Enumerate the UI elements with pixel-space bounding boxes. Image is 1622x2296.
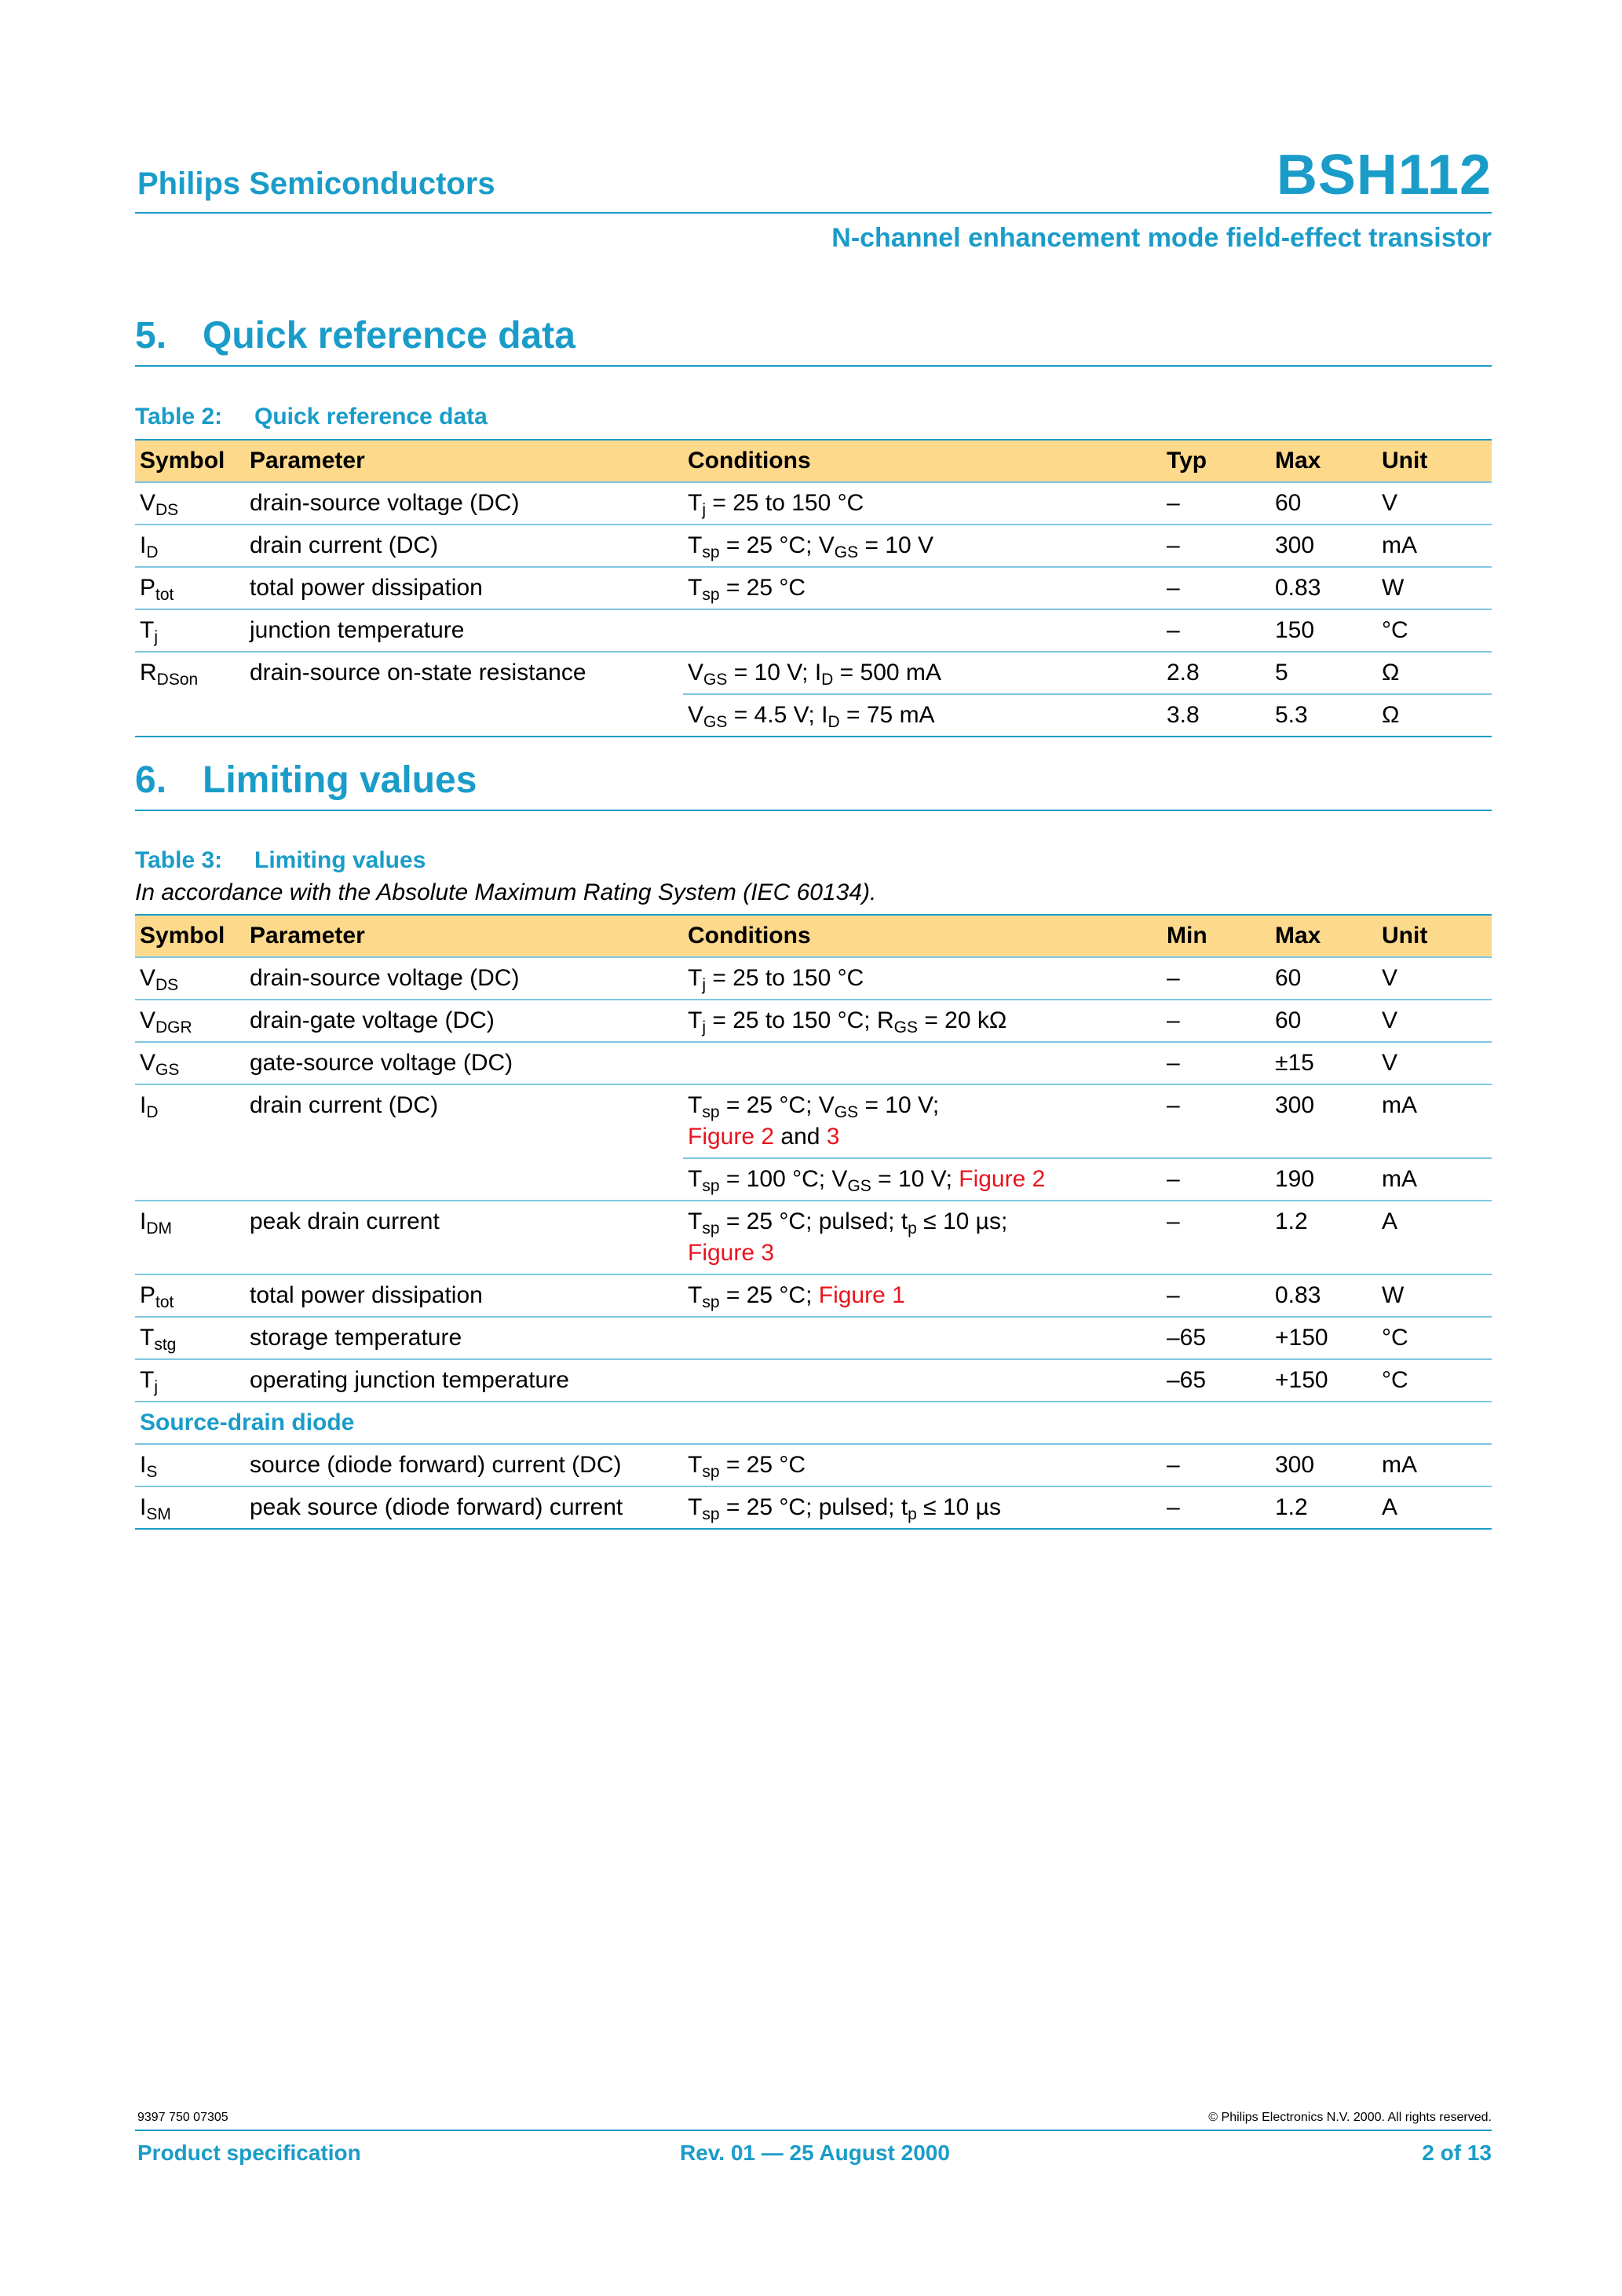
table-2-body (135, 482, 1492, 737)
table-header-row (135, 915, 1492, 957)
section-6-rule (135, 810, 1492, 811)
symbol-subscript: DSon (156, 671, 199, 689)
value-typ: – (1162, 567, 1270, 609)
table-row (135, 1084, 1492, 1158)
symbol-cell (135, 567, 245, 609)
symbol-main: T (140, 1325, 155, 1351)
value-max: 1.2 (1270, 1486, 1377, 1529)
condition-subscript: GS (703, 671, 728, 689)
symbol-cell (135, 1158, 245, 1201)
table-row (135, 525, 1492, 567)
symbol-subscript: D (146, 1103, 159, 1121)
condition-text: = 25 °C; (719, 1282, 819, 1308)
document-subtitle: N-channel enhancement mode field-effect transistor (831, 223, 1492, 253)
symbol-subscript: j (154, 1378, 158, 1396)
symbol-cell (135, 1486, 245, 1529)
table-3-title: Limiting values (254, 847, 426, 873)
condition-subscript: GS (834, 543, 859, 561)
symbol-main: P (140, 575, 156, 601)
symbol-cell (135, 1359, 245, 1402)
unit-cell: A (1377, 1201, 1492, 1274)
symbol-main: V (140, 1050, 156, 1076)
table-3-caption (135, 847, 426, 874)
symbol-subscript: S (146, 1463, 158, 1481)
table-row (135, 1201, 1492, 1274)
condition-text: T (688, 1282, 703, 1308)
brand-name: Philips Semiconductors (137, 166, 495, 201)
conditions-cell (683, 567, 1162, 609)
parameter-cell: peak drain current (245, 1201, 683, 1274)
parameter-cell: gate-source voltage (DC) (245, 1042, 683, 1084)
conditions-cell (683, 1444, 1162, 1486)
col-unit: Unit (1377, 440, 1492, 482)
symbol-cell (135, 1084, 245, 1158)
value-max: 5.3 (1270, 694, 1377, 737)
col-symbol: Symbol (135, 440, 245, 482)
table-3-limiting-values (135, 914, 1492, 1530)
table-2-quick-reference (135, 439, 1492, 737)
condition-subscript: sp (702, 1463, 720, 1481)
value-min: –65 (1162, 1359, 1270, 1402)
table-row (135, 609, 1492, 652)
table-row (135, 482, 1492, 525)
value-max: 60 (1270, 482, 1377, 525)
condition-text: = 10 V (858, 532, 934, 558)
unit-cell: W (1377, 567, 1492, 609)
value-max: 150 (1270, 609, 1377, 652)
condition-subscript: D (821, 671, 834, 689)
symbol-cell (135, 482, 245, 525)
symbol-main: V (140, 490, 156, 516)
table-header-row (135, 440, 1492, 482)
parameter-cell: total power dissipation (245, 567, 683, 609)
symbol-main: I (140, 532, 147, 558)
condition-text: = 10 V; (858, 1092, 940, 1118)
col-conditions: Conditions (683, 915, 1162, 957)
condition-subscript: sp (702, 1505, 720, 1523)
condition-text: and (774, 1124, 827, 1150)
condition-text: T (688, 1208, 703, 1234)
condition-subscript: j (702, 1018, 706, 1036)
condition-text: = 25 °C; V (719, 532, 835, 558)
figure-link[interactable]: Figure 2 (688, 1124, 775, 1150)
value-typ: – (1162, 525, 1270, 567)
parameter-cell: drain current (DC) (245, 525, 683, 567)
table-row (135, 1444, 1492, 1486)
condition-text: T (688, 490, 703, 516)
table-row (135, 957, 1492, 1000)
parameter-cell: drain-source voltage (DC) (245, 482, 683, 525)
table-row (135, 1042, 1492, 1084)
value-min: – (1162, 1201, 1270, 1274)
value-min: – (1162, 1084, 1270, 1158)
parameter-cell: junction temperature (245, 609, 683, 652)
value-min: –65 (1162, 1317, 1270, 1359)
revision-date: Rev. 01 — 25 August 2000 (680, 2141, 950, 2165)
symbol-subscript: tot (155, 586, 174, 604)
condition-text: T (688, 1092, 703, 1118)
symbol-cell (135, 1317, 245, 1359)
condition-text: V (688, 702, 704, 728)
figure-link[interactable]: Figure 1 (818, 1282, 905, 1308)
conditions-cell (683, 1274, 1162, 1317)
condition-text: = 100 °C; V (719, 1166, 848, 1192)
unit-cell: mA (1377, 1444, 1492, 1486)
symbol-cell (135, 1201, 245, 1274)
condition-text: T (688, 1007, 703, 1033)
unit-cell: °C (1377, 609, 1492, 652)
condition-text: = 4.5 V; I (727, 702, 828, 728)
value-min: – (1162, 1158, 1270, 1201)
value-max: 0.83 (1270, 1274, 1377, 1317)
condition-text: T (688, 1494, 703, 1520)
col-conditions: Conditions (683, 440, 1162, 482)
conditions-cell (683, 957, 1162, 1000)
parameter-cell (245, 694, 683, 737)
symbol-cell (135, 609, 245, 652)
symbol-subscript: j (154, 628, 158, 646)
symbol-main: I (140, 1452, 147, 1478)
symbol-cell (135, 1000, 245, 1042)
conditions-cell (683, 1486, 1162, 1529)
symbol-cell (135, 694, 245, 737)
conditions-cell (683, 482, 1162, 525)
symbol-main: R (140, 660, 157, 686)
symbol-main: T (140, 1367, 155, 1393)
parameter-cell: total power dissipation (245, 1274, 683, 1317)
parameter-cell: drain current (DC) (245, 1084, 683, 1158)
conditions-cell (683, 652, 1162, 694)
condition-subscript: sp (702, 1103, 720, 1121)
section-6-number: 6. (135, 759, 167, 801)
condition-subscript: sp (702, 586, 720, 604)
value-typ: – (1162, 482, 1270, 525)
table-row (135, 694, 1492, 737)
document-type: Product specification (137, 2141, 361, 2165)
condition-subscript: D (827, 713, 840, 731)
parameter-cell: operating junction temperature (245, 1359, 683, 1402)
value-max: 300 (1270, 1084, 1377, 1158)
symbol-subscript: DS (155, 976, 179, 994)
value-max: +150 (1270, 1359, 1377, 1402)
conditions-cell (683, 1000, 1162, 1042)
value-min: – (1162, 1486, 1270, 1529)
symbol-main: I (140, 1494, 147, 1520)
table-section-row (135, 1402, 1492, 1444)
value-min: – (1162, 957, 1270, 1000)
unit-cell: Ω (1377, 652, 1492, 694)
symbol-cell (135, 1444, 245, 1486)
condition-text: = 25 to 150 °C; R (706, 1007, 894, 1033)
symbol-cell (135, 652, 245, 694)
condition-text: ≤ 10 µs (916, 1494, 1001, 1520)
col-min: Min (1162, 915, 1270, 957)
value-max: 300 (1270, 1444, 1377, 1486)
condition-text: T (688, 532, 703, 558)
unit-cell: °C (1377, 1317, 1492, 1359)
value-max: 300 (1270, 525, 1377, 567)
unit-cell: Ω (1377, 694, 1492, 737)
condition-text: V (688, 660, 704, 686)
condition-text: = 25 °C; V (719, 1092, 835, 1118)
condition-text: T (688, 1166, 703, 1192)
value-max: 190 (1270, 1158, 1377, 1201)
condition-text: = 75 mA (839, 702, 935, 728)
condition-text: = 25 °C (719, 575, 806, 601)
symbol-cell (135, 1274, 245, 1317)
parameter-cell: drain-gate voltage (DC) (245, 1000, 683, 1042)
value-max: +150 (1270, 1317, 1377, 1359)
section-label: Source-drain diode (135, 1402, 1492, 1444)
value-max: ±15 (1270, 1042, 1377, 1084)
condition-text: T (688, 575, 703, 601)
symbol-subscript: DS (155, 501, 179, 519)
table-2-title: Quick reference data (254, 404, 488, 430)
condition-subscript: p (908, 1505, 917, 1523)
section-5-number: 5. (135, 315, 167, 356)
table-2-label: Table 2: (135, 404, 223, 430)
unit-cell: V (1377, 1042, 1492, 1084)
table-3-note: In accordance with the Absolute Maximum Rating System (IEC 60134). (135, 879, 877, 905)
symbol-subscript: DGR (155, 1018, 192, 1036)
condition-subscript: j (702, 976, 706, 994)
value-max: 0.83 (1270, 567, 1377, 609)
footer-rule (135, 2130, 1492, 2131)
condition-text: = 25 to 150 °C (706, 965, 864, 991)
col-symbol: Symbol (135, 915, 245, 957)
symbol-subscript: SM (146, 1505, 171, 1523)
condition-text: T (688, 1452, 703, 1478)
table-row (135, 1158, 1492, 1201)
condition-text: = 25 °C; pulsed; t (719, 1494, 908, 1520)
symbol-cell (135, 525, 245, 567)
table-row (135, 1486, 1492, 1529)
unit-cell: °C (1377, 1359, 1492, 1402)
unit-cell: V (1377, 1000, 1492, 1042)
figure-link[interactable]: Figure 3 (688, 1240, 775, 1266)
condition-text: = 20 kΩ (917, 1007, 1007, 1033)
parameter-cell: source (diode forward) current (DC) (245, 1444, 683, 1486)
conditions-cell (683, 1042, 1162, 1084)
table-row (135, 1317, 1492, 1359)
unit-cell: mA (1377, 525, 1492, 567)
value-typ: 3.8 (1162, 694, 1270, 737)
symbol-subscript: tot (155, 1293, 174, 1311)
col-unit: Unit (1377, 915, 1492, 957)
value-min: – (1162, 1444, 1270, 1486)
conditions-cell (683, 1158, 1162, 1201)
symbol-main: T (140, 617, 155, 643)
copyright-notice: © Philips Electronics N.V. 2000. All rights reserved. (1208, 2111, 1492, 2124)
conditions-cell (683, 609, 1162, 652)
condition-subscript: GS (847, 1177, 871, 1195)
part-number: BSH112 (1276, 144, 1492, 207)
unit-cell: W (1377, 1274, 1492, 1317)
col-max: Max (1270, 440, 1377, 482)
condition-subscript: sp (702, 1219, 720, 1238)
condition-subscript: sp (702, 1177, 720, 1195)
table-row (135, 1000, 1492, 1042)
value-typ: – (1162, 609, 1270, 652)
parameter-cell (245, 1158, 683, 1201)
section-5-title: Quick reference data (203, 315, 575, 356)
col-parameter: Parameter (245, 440, 683, 482)
symbol-main: P (140, 1282, 156, 1308)
symbol-main: I (140, 1092, 147, 1118)
unit-cell: V (1377, 482, 1492, 525)
symbol-subscript: D (146, 543, 159, 561)
col-parameter: Parameter (245, 915, 683, 957)
table-3-label: Table 3: (135, 847, 223, 873)
unit-cell: A (1377, 1486, 1492, 1529)
parameter-cell: drain-source voltage (DC) (245, 957, 683, 1000)
symbol-main: V (140, 1007, 156, 1033)
table-row (135, 652, 1492, 694)
value-min: – (1162, 1000, 1270, 1042)
condition-text: = 25 to 150 °C (706, 490, 864, 516)
table-row (135, 1359, 1492, 1402)
unit-cell: mA (1377, 1158, 1492, 1201)
condition-text: = 500 mA (833, 660, 941, 686)
conditions-cell (683, 525, 1162, 567)
parameter-cell: drain-source on-state resistance (245, 652, 683, 694)
section-5-heading (135, 314, 575, 357)
unit-cell: mA (1377, 1084, 1492, 1158)
section-6-heading (135, 759, 477, 802)
symbol-subscript: stg (154, 1336, 177, 1354)
page-number: 2 of 13 (1422, 2141, 1492, 2165)
condition-text: = 25 °C (719, 1452, 806, 1478)
value-typ: 2.8 (1162, 652, 1270, 694)
value-max: 1.2 (1270, 1201, 1377, 1274)
value-max: 60 (1270, 1000, 1377, 1042)
table-3-body (135, 957, 1492, 1529)
condition-subscript: GS (834, 1103, 859, 1121)
conditions-cell (683, 1084, 1162, 1158)
condition-text: ≤ 10 µs; (916, 1208, 1008, 1234)
figure-link[interactable]: 3 (826, 1124, 840, 1150)
unit-cell: V (1377, 957, 1492, 1000)
document-number: 9397 750 07305 (137, 2111, 228, 2124)
table-row (135, 1274, 1492, 1317)
condition-text: T (688, 965, 703, 991)
conditions-cell (683, 1317, 1162, 1359)
value-min: – (1162, 1274, 1270, 1317)
parameter-cell: peak source (diode forward) current (245, 1486, 683, 1529)
parameter-cell: storage temperature (245, 1317, 683, 1359)
col-max: Max (1270, 915, 1377, 957)
symbol-cell (135, 957, 245, 1000)
figure-link[interactable]: Figure 2 (959, 1166, 1046, 1192)
condition-subscript: GS (703, 713, 728, 731)
value-max: 5 (1270, 652, 1377, 694)
condition-text: = 10 V; I (727, 660, 822, 686)
condition-text: = 10 V; (871, 1166, 959, 1192)
section-5-rule (135, 365, 1492, 367)
condition-subscript: j (702, 501, 706, 519)
condition-subscript: sp (702, 543, 720, 561)
symbol-main: I (140, 1208, 147, 1234)
header-rule (135, 212, 1492, 214)
table-2-caption (135, 404, 488, 430)
table-row (135, 567, 1492, 609)
symbol-subscript: DM (146, 1219, 173, 1238)
condition-text: = 25 °C; pulsed; t (719, 1208, 908, 1234)
section-6-title: Limiting values (203, 759, 477, 801)
symbol-main: V (140, 965, 156, 991)
symbol-subscript: GS (155, 1061, 180, 1079)
col-typ: Typ (1162, 440, 1270, 482)
condition-subscript: sp (702, 1293, 720, 1311)
conditions-cell (683, 694, 1162, 737)
symbol-cell (135, 1042, 245, 1084)
conditions-cell (683, 1359, 1162, 1402)
conditions-cell (683, 1201, 1162, 1274)
condition-subscript: p (908, 1219, 917, 1238)
value-min: – (1162, 1042, 1270, 1084)
condition-subscript: GS (893, 1018, 918, 1036)
value-max: 60 (1270, 957, 1377, 1000)
